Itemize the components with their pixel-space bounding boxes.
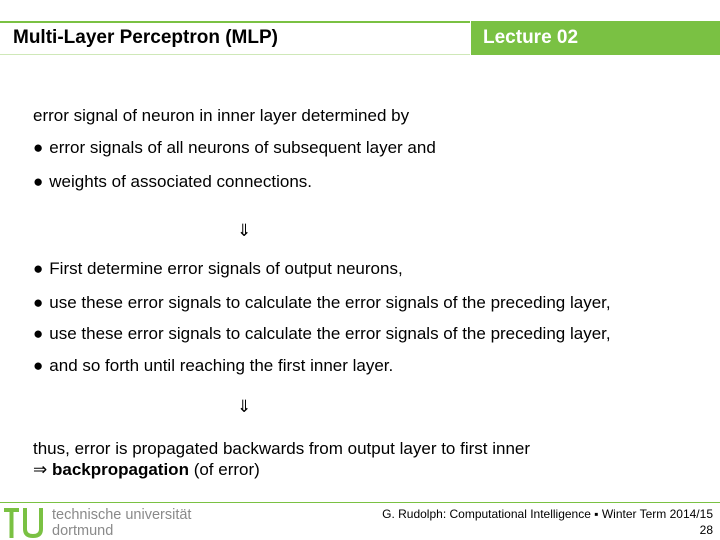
bullet-icon: ●: [33, 172, 44, 191]
intro-text: error signal of neuron in inner layer determined by: [33, 106, 410, 125]
logo-wordmark: [52, 507, 191, 539]
list-item: [33, 324, 611, 344]
list-item: [33, 138, 436, 158]
author-course-term: G. Rudolph: Computational Intelligence ▪ Winter Term 2014/15: [382, 507, 713, 521]
list-item-text: and so forth until reaching the first inner layer.: [49, 356, 394, 375]
bullet-icon: ●: [33, 259, 44, 278]
logo-line-1: technische universität: [52, 507, 192, 523]
bullet-icon: ●: [33, 138, 44, 157]
list-item-text: use these error signals to calculate the error signals of the preceding layer,: [49, 293, 611, 312]
bullet-icon: ●: [33, 356, 44, 375]
list-item: [33, 259, 403, 279]
conclusion-text: thus, error is propagated backwards from output layer to first inner: [33, 439, 531, 458]
bullet-icon: ●: [33, 293, 44, 312]
list-item-text: error signals of all neurons of subsequent layer and: [49, 138, 436, 157]
logo-line-2: dortmund: [52, 523, 114, 539]
list-item-text: use these error signals to calculate the error signals of the preceding layer,: [49, 324, 611, 343]
implies-arrow-icon: ⇒: [33, 460, 48, 479]
header-rule: [0, 21, 470, 23]
double-down-arrow-icon: ⇓: [237, 221, 252, 240]
university-logo: [4, 505, 194, 539]
conclusion-suffix: (of error): [193, 460, 260, 479]
lecture-badge: [471, 21, 720, 55]
list-item: [33, 172, 312, 192]
conclusion-result: [33, 460, 260, 480]
list-item: [33, 293, 611, 313]
lecture-label: Lecture 02: [483, 27, 579, 48]
list-item: [33, 356, 393, 376]
footer-credit: [382, 506, 713, 538]
list-item-text: First determine error signals of output neurons,: [49, 259, 403, 278]
page-title: Multi-Layer Perceptron (MLP): [13, 27, 278, 48]
tu-logo-icon: [4, 505, 46, 539]
bullet-icon: ●: [33, 324, 44, 343]
backpropagation-term: backpropagation: [51, 460, 189, 479]
double-down-arrow-icon: ⇓: [237, 397, 252, 416]
footer-rule: [0, 502, 720, 503]
page-number: 28: [699, 523, 713, 537]
header-underline: [0, 54, 470, 55]
list-item-text: weights of associated connections.: [49, 172, 312, 191]
